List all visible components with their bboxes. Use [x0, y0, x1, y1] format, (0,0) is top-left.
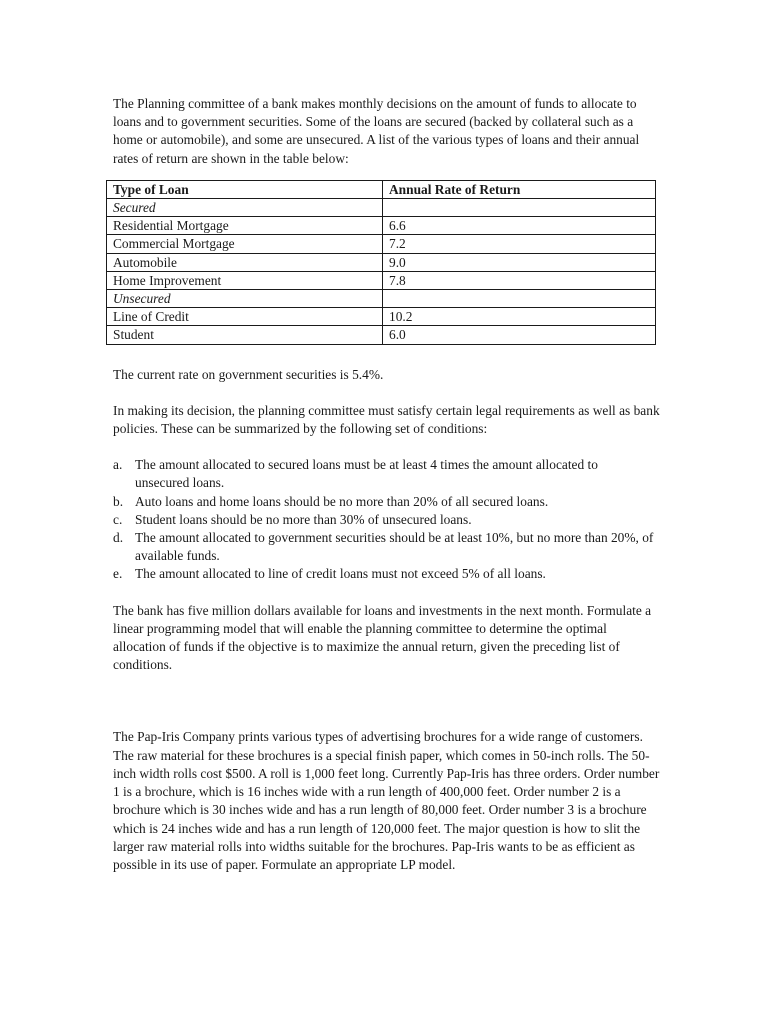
- conditions-intro-paragraph: In making its decision, the planning committee must satisfy certain legal requirements as well as bank policies. These can be summarized by the following set of conditions:: [113, 402, 660, 437]
- list-marker: b.: [113, 493, 124, 509]
- table-row: [107, 253, 656, 271]
- condition-text: Student loans should be no more than 30% of unsecured loans.: [135, 511, 472, 527]
- list-item: [113, 565, 655, 583]
- rate-cell: [383, 290, 656, 308]
- loan-type-cell: Residential Mortgage: [107, 217, 383, 235]
- spacer: [113, 674, 668, 728]
- list-item: [113, 493, 655, 511]
- table-row: [107, 326, 656, 344]
- condition-text: The amount allocated to line of credit loans must not exceed 5% of all loans.: [135, 566, 546, 582]
- category-secured: Secured: [107, 199, 383, 217]
- table-row: [107, 271, 656, 289]
- list-marker: d.: [113, 530, 124, 546]
- gov-securities-rate: The current rate on government securities is 5.4%.: [113, 366, 384, 382]
- bank-closing-paragraph: The bank has five million dollars available for loans and investments in the next month. Formulate a linear programming model that will enable the planning committee to determine the optimal allocation of funds if the objective is to maximize the annual return, given the preceding list of conditions.: [113, 602, 652, 673]
- table-row: [107, 199, 656, 217]
- rate-cell: 9.0: [383, 253, 656, 271]
- loan-type-cell: Home Improvement: [107, 271, 383, 289]
- rate-cell: 6.0: [383, 326, 656, 344]
- rate-cell: 7.2: [383, 235, 656, 253]
- rate-cell: [383, 199, 656, 217]
- table-row: [107, 290, 656, 308]
- loan-type-cell: Commercial Mortgage: [107, 235, 383, 253]
- loan-type-cell: Automobile: [107, 253, 383, 271]
- list-marker: e.: [113, 566, 123, 582]
- condition-text: The amount allocated to government securities should be at least 10%, but no more than 20%, of available funds.: [135, 530, 654, 564]
- table-header-row: [107, 180, 656, 198]
- table-row: [107, 235, 656, 253]
- list-item: [113, 456, 655, 492]
- spacer: [113, 384, 668, 402]
- rate-cell: 6.6: [383, 217, 656, 235]
- header-annual-rate: Annual Rate of Return: [383, 180, 656, 198]
- pap-iris-paragraph: The Pap-Iris Company prints various types of advertising brochures for a wide range of customers. The raw material for these brochures is a special finish paper, which comes in 50-inch rolls. The 50-inch width rolls cost $500. A roll is 1,000 feet long. Currently Pap-Iris has three orders. Order number 1 is a brochure, which is 16 inches wide with a run length of 400,000 feet. Order number 2 is a brochure which is 30 inches wide and has a run length of 80,000 feet. Order number 3 is a brochure which is 24 inches wide and has a run length of 120,000 feet. The major question is how to slit the larger raw material rolls into widths suitable for the brochures. Pap-Iris wants to be as efficient as possible in its use of paper. Formulate an appropriate LP model.: [113, 729, 660, 872]
- category-unsecured: Unsecured: [107, 290, 383, 308]
- spacer: [113, 584, 668, 602]
- rate-cell: 7.8: [383, 271, 656, 289]
- table-row: [107, 217, 656, 235]
- list-item: [113, 529, 655, 565]
- condition-text: Auto loans and home loans should be no more than 20% of all secured loans.: [135, 493, 549, 509]
- loan-type-cell: Student: [107, 326, 383, 344]
- document-page: [113, 95, 668, 874]
- list-item: [113, 511, 655, 529]
- spacer: [113, 438, 668, 456]
- loan-type-cell: Line of Credit: [107, 308, 383, 326]
- list-marker: a.: [113, 457, 123, 473]
- list-marker: c.: [113, 511, 123, 527]
- table-row: [107, 308, 656, 326]
- bank-intro-paragraph: The Planning committee of a bank makes monthly decisions on the amount of funds to allocate to loans and to government securities. Some of the loans are secured (backed by collateral such as a home or automobile), and some are unsecured. A list of the various types of loans and their annual rates of return are shown in the table below:: [113, 96, 640, 166]
- condition-text: The amount allocated to secured loans must be at least 4 times the amount allocated to unsecured loans.: [135, 457, 598, 491]
- loan-rates-table: [106, 180, 656, 345]
- rate-cell: 10.2: [383, 308, 656, 326]
- conditions-list: [113, 456, 668, 583]
- header-type-of-loan: Type of Loan: [107, 180, 383, 198]
